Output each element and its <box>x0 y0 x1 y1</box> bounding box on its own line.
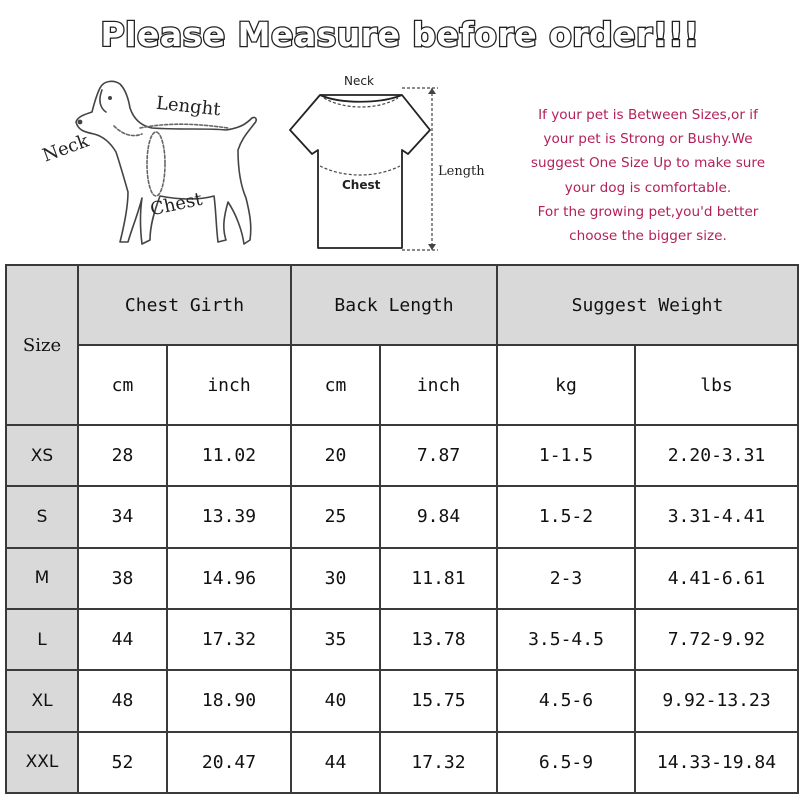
advice-line: your dog is comfortable. <box>564 179 732 196</box>
table-cell: 20.47 <box>167 732 291 793</box>
table-cell: 44 <box>291 732 380 793</box>
size-column-header: Size <box>6 265 78 425</box>
dog-length-label: Lenght <box>155 92 222 121</box>
shirt-measurement-figure <box>280 70 485 260</box>
table-cell: 1.5-2 <box>497 486 635 547</box>
size-label: XXL <box>6 732 78 793</box>
back-length-header: Back Length <box>291 265 497 345</box>
dog-neck-label: Neck <box>39 130 92 167</box>
table-cell: 3.31-4.41 <box>635 486 798 547</box>
unit-header: cm <box>78 345 167 425</box>
table-cell: 30 <box>291 548 380 609</box>
table-cell: 20 <box>291 425 380 486</box>
table-cell: 48 <box>78 670 167 731</box>
unit-header: inch <box>167 345 291 425</box>
suggest-weight-header: Suggest Weight <box>497 265 798 345</box>
table-cell: 17.32 <box>380 732 497 793</box>
table-cell: 2-3 <box>497 548 635 609</box>
advice-line: your pet is Strong or Bushy.We <box>543 131 753 148</box>
table-cell: 7.72-9.92 <box>635 609 798 670</box>
dog-measurement-figure <box>40 68 280 263</box>
advice-line: If your pet is Between Sizes,or if <box>538 107 758 123</box>
size-label: XL <box>6 670 78 731</box>
advice-line: suggest One Size Up to make sure <box>530 155 766 172</box>
sizing-advice <box>498 103 798 248</box>
table-cell: 3.5-4.5 <box>497 609 635 670</box>
shirt-chest-label: Chest <box>342 178 381 192</box>
table-cell: 52 <box>78 732 167 793</box>
unit-header: kg <box>497 345 635 425</box>
table-header-row <box>6 265 798 345</box>
table-cell: 9.92-13.23 <box>635 670 798 731</box>
advice-line: choose the bigger size. <box>569 228 727 245</box>
table-cell: 44 <box>78 609 167 670</box>
unit-header: cm <box>291 345 380 425</box>
table-cell: 14.33-19.84 <box>635 732 798 793</box>
table-cell: 1-1.5 <box>497 425 635 486</box>
size-label: M <box>6 548 78 609</box>
table-cell: 38 <box>78 548 167 609</box>
table-cell: 2.20-3.31 <box>635 425 798 486</box>
table-cell: 25 <box>291 486 380 547</box>
table-cell: 40 <box>291 670 380 731</box>
table-cell: 11.02 <box>167 425 291 486</box>
table-cell: 17.32 <box>167 609 291 670</box>
table-row <box>6 670 798 731</box>
table-cell: 6.5-9 <box>497 732 635 793</box>
unit-header: lbs <box>635 345 798 425</box>
table-row <box>6 425 798 486</box>
shirt-length-label: Length <box>438 164 485 179</box>
table-cell: 35 <box>291 609 380 670</box>
table-row <box>6 732 798 793</box>
table-cell: 4.5-6 <box>497 670 635 731</box>
table-cell: 28 <box>78 425 167 486</box>
size-chart-table <box>5 264 799 794</box>
shirt-neck-label: Neck <box>344 74 374 88</box>
table-cell: 18.90 <box>167 670 291 731</box>
table-cell: 13.39 <box>167 486 291 547</box>
table-cell: 15.75 <box>380 670 497 731</box>
table-cell: 9.84 <box>380 486 497 547</box>
table-row <box>6 548 798 609</box>
table-cell: 34 <box>78 486 167 547</box>
table-cell: 13.78 <box>380 609 497 670</box>
unit-header: inch <box>380 345 497 425</box>
dog-chest-label: Chest <box>148 188 205 221</box>
size-label: L <box>6 609 78 670</box>
size-label: XS <box>6 425 78 486</box>
table-cell: 7.87 <box>380 425 497 486</box>
page-title: Please Measure before order!!! <box>100 15 700 54</box>
advice-line: For the growing pet,you'd better <box>537 203 759 220</box>
table-cell: 14.96 <box>167 548 291 609</box>
table-cell: 11.81 <box>380 548 497 609</box>
table-row <box>6 609 798 670</box>
size-label: S <box>6 486 78 547</box>
table-row <box>6 486 798 547</box>
table-units-row <box>6 345 798 425</box>
table-cell: 4.41-6.61 <box>635 548 798 609</box>
chest-girth-header: Chest Girth <box>78 265 291 345</box>
